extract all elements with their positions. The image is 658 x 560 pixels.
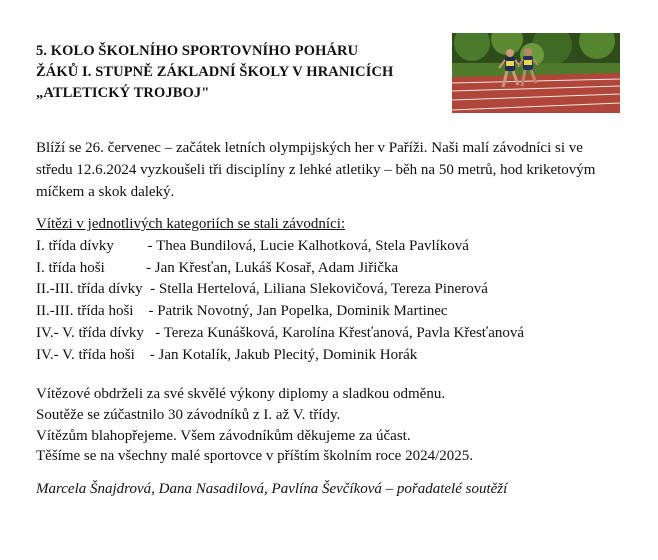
winners-row bbox=[36, 323, 636, 345]
title-line-2: ŽÁKŮ I. STUPNĚ ZÁKLADNÍ ŠKOLY V HRANICÍCH bbox=[36, 64, 394, 80]
winners-row bbox=[36, 345, 636, 367]
intro-line-3: míčkem a skok daleký. bbox=[36, 184, 175, 200]
winners-heading: Vítězi v jednotlivých kategoriích se stali závodníci: bbox=[36, 216, 346, 232]
winners-row bbox=[36, 301, 636, 323]
category-label: IV.- V. třída hoši bbox=[36, 346, 150, 363]
intro-paragraph bbox=[36, 137, 636, 203]
category-label: II.-III. třída hoši bbox=[36, 303, 149, 320]
winner-names: - Patrik Novotný, Jan Popelka, Dominik Martinec bbox=[148, 303, 448, 320]
title-line-3: „ATLETICKÝ TROJBOJ" bbox=[36, 85, 210, 101]
intro-line-2: středu 12.6.2024 vyzkoušeli tři disciplíny z lehké atletiky – běh na 50 metrů, hod kriketovým bbox=[36, 162, 596, 178]
closing-paragraph bbox=[36, 384, 636, 467]
winners-row bbox=[36, 258, 636, 280]
closing-line-3: Vítězům blahopřejeme. Všem závodníkům děkujeme za účast. bbox=[36, 427, 411, 444]
winner-names: - Jan Křesťan, Lukáš Kosař, Adam Jiřička bbox=[146, 259, 399, 276]
category-label: I. třída hoši bbox=[36, 259, 146, 276]
title-line-1: 5. KOLO ŠKOLNÍHO SPORTOVNÍHO POHÁRU bbox=[36, 43, 359, 59]
winner-names: - Thea Bundilová, Lucie Kalhotková, Stela Pavlíková bbox=[147, 237, 469, 254]
closing-line-4: Těšíme se na všechny malé sportovce v příštím školním roce 2024/2025. bbox=[36, 448, 473, 465]
category-label: II.-III. třída dívky bbox=[36, 281, 151, 298]
intro-line-1: Blíží se 26. červenec – začátek letních olympijských her v Paříži. Naši malí závodníci si ve bbox=[36, 140, 583, 156]
category-label: IV.- V. třída dívky bbox=[36, 324, 156, 341]
winners-row bbox=[36, 279, 636, 301]
document-title bbox=[36, 41, 436, 104]
winners-row bbox=[36, 236, 636, 258]
category-label: I. třída dívky bbox=[36, 237, 148, 254]
winners-section bbox=[36, 214, 636, 367]
organizers-signature: Marcela Šnajdrová, Dana Nasadilová, Pavlína Ševčíková – pořadatelé soutěží bbox=[36, 481, 508, 497]
winner-names: - Jan Kotalík, Jakub Plecitý, Dominik Horák bbox=[149, 346, 418, 363]
closing-line-2: Soutěže se zúčastnilo 30 závodníků z I. až V. třídy. bbox=[36, 406, 341, 423]
winner-names: - Tereza Kunášková, Karolína Křesťanová, Pavla Křesťanová bbox=[155, 324, 525, 341]
winner-names: - Stella Hertelová, Liliana Slekovičová, Tereza Pinerová bbox=[150, 281, 488, 298]
runners-photo bbox=[452, 33, 620, 113]
closing-line-1: Vítězové obdrželi za své skvělé výkony diplomy a sladkou odměnu. bbox=[36, 386, 446, 402]
